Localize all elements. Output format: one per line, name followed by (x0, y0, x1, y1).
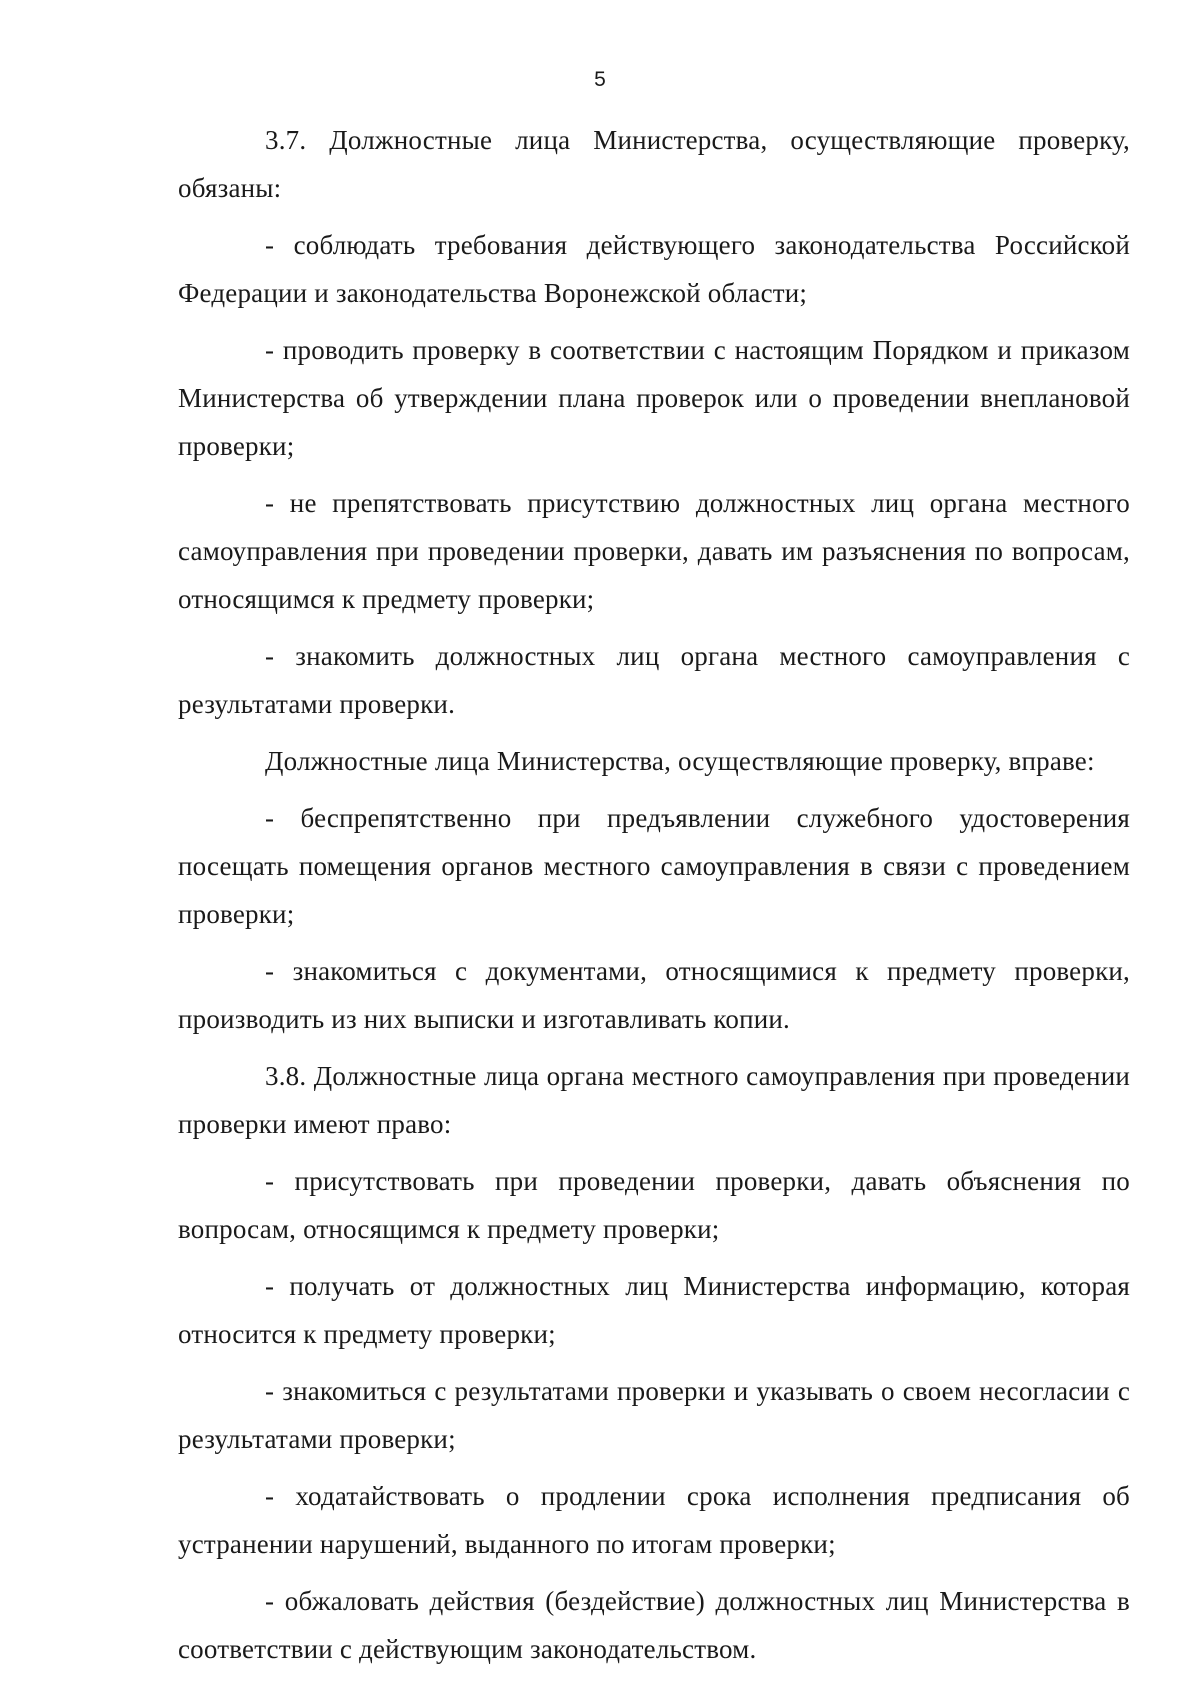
paragraph-conduct-inspection: - проводить проверку в соответствии с настоящим Порядком и приказом Министерства об утверждении плана проверок или о проведении внеплановой проверки; (178, 335, 1130, 461)
paragraph-appeal-actions: - обжаловать действия (бездействие) должностных лиц Министерства в соответствии с действующим законодательством. (178, 1586, 1130, 1664)
paragraph-not-obstruct: - не препятствовать присутствию должностных лиц органа местного самоуправления при проведении проверки, давать им разъяснения по вопросам, относящимся к предмету проверки; (178, 488, 1130, 614)
paragraph-petition-extension: - ходатайствовать о продлении срока исполнения предписания об устранении нарушений, выданного по итогам проверки; (178, 1481, 1130, 1559)
paragraph-familiarize-results: - знакомить должностных лиц органа местного самоуправления с результатами проверки. (178, 641, 1130, 719)
paragraph-review-documents: - знакомиться с документами, относящимися к предмету проверки, производить из них выписки и изготавливать копии. (178, 956, 1130, 1034)
paragraph-officials-entitled: Должностные лица Министерства, осуществляющие проверку, вправе: (265, 746, 1095, 776)
paragraph-visit-premises: - беспрепятственно при предъявлении служебного удостоверения посещать помещения органов местного самоуправления в связи с проведением проверки; (178, 803, 1130, 929)
paragraph-be-present: - присутствовать при проведении проверки, давать объяснения по вопросам, относящимся к предмету проверки; (178, 1166, 1130, 1244)
page-number: 5 (594, 68, 606, 91)
paragraph-3-8-heading: 3.8. Должностные лица органа местного самоуправления при проведении проверки имеют право: (178, 1061, 1130, 1139)
paragraph-indicate-disagreement: - знакомиться с результатами проверки и указывать о своем несогласии с результатами проверки; (178, 1376, 1130, 1454)
paragraph-3-7-heading: 3.7. Должностные лица Министерства, осуществляющие проверку, обязаны: (178, 125, 1130, 203)
paragraph-observe-legislation: - соблюдать требования действующего законодательства Российской Федерации и законодательства Воронежской области; (178, 230, 1130, 308)
paragraph-receive-information: - получать от должностных лиц Министерства информацию, которая относится к предмету проверки; (178, 1271, 1130, 1349)
document-body (178, 116, 1130, 1682)
